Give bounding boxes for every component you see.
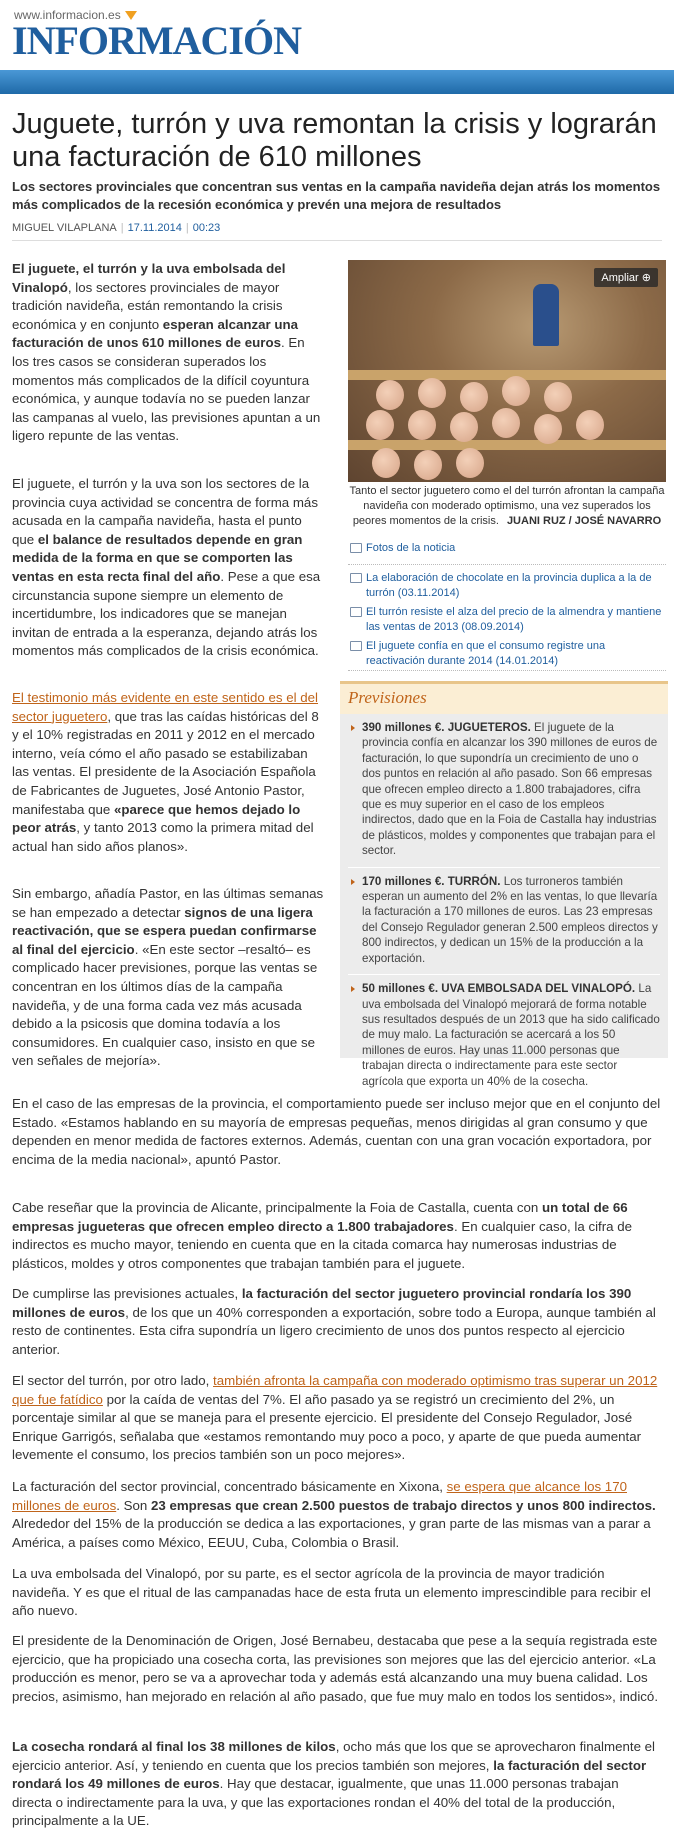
doll-head [502,376,530,406]
paragraph: La cosecha rondará al final los 38 millones de kilos, ocho más que los que se aprovecharon finalmente el ejercicio anterior. Así, y teniendo en cuenta que los precios también son mejores, la facturación del sector rondará los 49 millones de euros. Hay que destacar, igualmente, que unas 11.000 personas trabajan directa o indirectamente para la uva, y que las exportaciones rondan el 40% del total de la producción, principalmente a la UE. [12,1739,656,1829]
paragraph: El testimonio más evidente en este sentido es el del sector juguetero, que tras las caídas históricas del 8 y el 10% registradas en 2011 y 2012 en el mercado interno, veía cómo el año pasado se estabilizaban las ventas. El presidente de la Asociación Española de Fabricantes de Juguetes, José Antonio Pastor, manifestaba que «parece que hemos dejado lo peor atrás, y tanto 2013 como la primera mitad del actual han sido años planos». [12,690,319,854]
photos-link[interactable] [348,541,666,560]
paragraph: El presidente de la Denominación de Origen, José Bernabeu, destacaba que pese a la sequía registrada este ejercicio, que ha propiciado una cosecha corta, las previsiones son mejores que las del ejercicio anterior. «La producción es menor, pero se va a aprovechar toda y además está alcanzando una muy buena calidad. Los precios, asimismo, han mejorado en relación al año pasado, que fue muy malo en todos los sentidos», indicó. [12,1633,659,1704]
doll-head [456,448,484,478]
paragraph: El sector del turrón, por otro lado, también afronta la campaña con moderado optimismo tras superar un 2012 que fue fatídico por la caída de ventas del 7%. El año pasado ya se registró un crecimiento del 2%, un porcentaje similar al que se maneja para el presente ejercicio. El presidente del Consejo Regulador, José Enrique Garrigós, señalaba que «estamos remontando muy poco a poco, y aparte de que pueda aumentar levemente el consumo, los precios también son un poco mejores». [12,1373,658,1463]
inline-link[interactable]: también afronta la campaña con moderado optimismo tras superar un 2012 que fue fatídico [12,1373,658,1407]
doll-head [492,408,520,438]
photo-caption [348,484,666,529]
related-link[interactable] [348,639,666,669]
related-link-text: El juguete confía en que el consumo registre una reactivación durante 2014 (14.01.2014) [366,640,606,667]
article-time: 00:23 [192,222,221,234]
site-logo[interactable]: INFORMACIÓN [12,18,301,63]
related-link-text: La elaboración de chocolate en la provincia duplica a la de turrón (03.11.2014) [366,572,652,599]
photos-link-label: Fotos de la noticia [366,542,456,554]
forecast-box [340,681,668,1088]
doll-head [414,450,442,480]
nav-bar [0,70,674,94]
zoom-label: Ampliar [601,272,639,284]
paragraph: Sin embargo, añadía Pastor, en las últimas semanas se han empezado a detectar signos de una ligera reactivación, que se espera puedan confirmarse al final del ejercicio. «En este sector –resaltó– es complicado hacer previsiones, porque las ventas se concentran en los últimos días de la campaña navideña, y de una forma cada vez más acusada debido a la psicosis que domina todavía a los consumidores. En cualquier caso, insisto en que se ven señales de mejoría». [12,886,324,1069]
camera-icon [350,543,362,553]
page-title: Juguete, turrón y uva remontan la crisis y lograrán una facturación de 610 millones [12,108,657,173]
forecast-title: Previsiones [340,684,668,714]
forecast-item [348,868,660,975]
divider [348,670,666,671]
related-link[interactable] [348,571,666,601]
forecast-item-head: 170 millones €. TURRÓN. [362,874,501,888]
doll-head [576,410,604,440]
doll-head [418,378,446,408]
doll-head [408,410,436,440]
caption-text: Tanto el sector juguetero como el del turrón afrontan la campaña navideña con moderado optimismo, una vez superados los peores momentos de la crisis. [349,485,665,527]
forecast-item-text: Los turroneros también esperan un aumento del 2% en las ventas, lo que llevaría la facturación a 170 millones de euros. Las 23 empresas del Consejo Regulador generan 2.500 empleos directos y 800 indirectos, y dedican un 15% de la producción a la exportación. [362,874,658,965]
doll-head [372,448,400,478]
forecast-item-text: La uva embolsada del Vinalopó mejorará de forma notable sus resultados después de un 2013 que ha sido calificado de muy malo. La facturación se acercará a los 50 millones de euros. Hay unas 11.000 personas que trabajan directa o indirectamente para este sector agrícola que exporta un 40% de la cosecha. [362,982,660,1088]
article-subtitle: Los sectores provinciales que concentran sus ventas en la campaña navideña dejan atrás los momentos más complicados de la recesión económica y prevén una mejora de resultados [12,179,661,212]
related-link-text: El turrón resiste el alza del precio de la almendra y mantiene las ventas de 2013 (08.09.2014) [366,606,662,633]
forecast-item-text: El juguete de la provincia confía en alcanzar los 390 millones de euros de facturación, lo que supondría un crecimiento de uno o dos puntos en relación al año pasado. Son 66 empresas que ofrecen empleo directo a 1.800 trabajadores, cifra que es muy superior en el caso de los empleos indirectos, dado que en la Foia de Castalla hay industrias de plásticos, moldes y componentes que trabajan para el sector. [362,721,658,858]
doll-head [460,382,488,412]
photo-shelf [348,440,666,450]
doll-head [534,414,562,444]
byline: MIGUEL VILAPLANA | 17.11.2014 | 00:23 [12,222,662,241]
zoom-button[interactable]: Ampliar ⊕ [594,268,658,287]
article-date: 17.11.2014 [127,222,182,234]
document-icon [350,607,362,617]
paragraph: En el caso de las empresas de la provincia, el comportamiento puede ser incluso mejor que en el conjunto del Estado. «Estamos hablando en su mayoría de empresas pequeñas, menos dirigidas al gran consumo y que dependen en menor medida de factores externos. Además, cuentan con una gran vocación exportadora, por encima de la media nacional», apuntó Pastor. [12,1096,661,1167]
site-header [0,0,674,70]
paragraph: De cumplirse las previsiones actuales, la facturación del sector juguetero provincial rondaría los 390 millones de euros, de los que un 40% corresponden a exportación, sobre todo a Europa, aunque también al resto de continentes. Esta cifra supondría un ligero crecimiento de unos dos puntos respecto al ejercicio anterior. [12,1286,656,1357]
document-icon [350,573,362,583]
forecast-item [348,975,660,1097]
arrow-icon [351,725,355,731]
photo-credit: JUANI RUZ / JOSÉ NAVARRO [506,515,662,527]
inline-link[interactable]: se espera que alcance los 170 millones de euros [12,1479,627,1513]
related-links [348,571,666,673]
document-icon [350,641,362,651]
forecast-item-head: 50 millones €. UVA EMBOLSADA DEL VINALOPÓ. [362,982,636,996]
doll-head [366,410,394,440]
paragraph: La uva embolsada del Vinalopó, por su parte, es el sector agrícola de la provincia de mayor tradición navideña. Y es que el ritual de las campanadas hace de esta fruta un elemento imprescindible para recibir el año nuevo. [12,1566,651,1619]
doll-head [450,412,478,442]
article-photo[interactable] [348,260,666,482]
inline-link[interactable]: El testimonio más evidente en este sentido es el del sector juguetero [12,690,319,724]
divider [348,564,666,565]
author-name: MIGUEL VILAPLANA [12,222,117,234]
paragraph: El juguete, el turrón y la uva son los sectores de la provincia cuya actividad se concentra de forma más acusada en la campaña navideña, hasta el punto que el balance de resultados depende en gran medida de la forma en que se comporten las ventas en esta recta final del año. Pese a que esa circunstancia supone siempre un elemento de incertidumbre, los indicadores que se manejan invitan de entrada a la esperanza, dejando atrás los momentos más complicados de la crisis económica. [12,476,321,659]
related-link[interactable] [348,605,666,635]
paragraph: El juguete, el turrón y la uva embolsada del Vinalopó, los sectores provinciales de mayor tradición navideña, están remontando la crisis económica y en conjunto esperan alcanzar una facturación de unos 610 millones de euros. En los tres casos se consideran superados los momentos más complicados de la difícil coyuntura económica, y aunque todavía no se pueden lanzar las campanas al vuelo, las previsiones apuntan a un ligero repunte de las ventas. [12,261,321,444]
doll-head [544,382,572,412]
paragraph: La facturación del sector provincial, concentrado básicamente en Xixona, se espera que alcance los 170 millones de euros. Son 23 empresas que crean 2.500 puestos de trabajo directos y unos 800 indirectos. Alrededor del 15% de la producción se dedica a las exportaciones, y gran parte de las mismas van a parar a América, a países como México, EEUU, Cuba, Colombia o Brasil. [12,1479,656,1550]
forecast-item [348,714,660,868]
arrow-icon [351,879,355,885]
arrow-icon [351,986,355,992]
photo-person [533,284,559,346]
doll-head [376,380,404,410]
paragraph: Cabe reseñar que la provincia de Alicante, principalmente la Foia de Castalla, cuenta con un total de 66 empresas jugueteras que ofrecen empleo directo a 1.800 trabajadores. En cualquier caso, la cifra de indirectos es mucho mayor, teniendo en cuenta que en la citada comarca hay numerosas industrias de plásticos, moldes y otros componentes que trabajan también para el juguete. [12,1200,633,1271]
site-url-text: www.informacion.es [14,8,121,22]
forecast-item-head: 390 millones €. JUGUETEROS. [362,721,531,734]
